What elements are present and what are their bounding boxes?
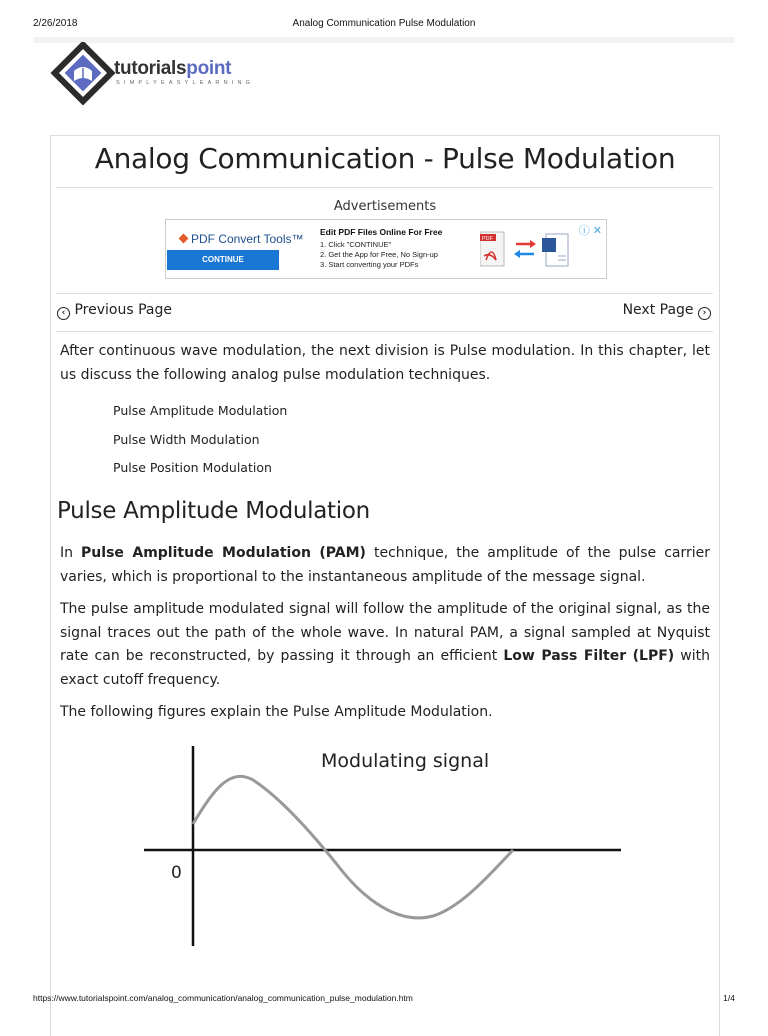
ad-step: 1. Click "CONTINUE" <box>320 240 392 249</box>
ad-brand: PDF Convert Tools™ <box>180 232 303 246</box>
print-url: https://www.tutorialspoint.com/analog_communication/analog_communication_pulse_modulation.htm <box>33 993 413 1003</box>
intro-paragraph: After continuous wave modulation, the next division is Pulse modulation. In this chapter, let us discuss the following analog pulse modulation techniques. <box>60 343 710 383</box>
pam-detail-paragraph: The pulse amplitude modulated signal will follow the amplitude of the original signal, as the signal traces out the path of the whole wave. In natural PAM, a signal sampled at Nyquist rate can be reconstructed, by passing it through an efficient Low Pass Filter (LPF) with exact cutoff frequency. <box>60 601 710 688</box>
ads-label: Advertisements <box>333 199 437 214</box>
origin-label: 0 <box>171 863 182 883</box>
ad-step: 3. Start converting your PDFs <box>320 260 419 269</box>
pdf-label: PDF <box>482 236 493 242</box>
ad-continue-button[interactable]: CONTINUE <box>167 250 279 270</box>
logo-text[interactable]: tutorialspoint <box>114 58 232 79</box>
ad-headline: Edit PDF Files Online For Free <box>320 227 443 237</box>
ad-step: 2. Get the App for Free, No Sign-up <box>320 250 438 259</box>
figure-title: Modulating signal <box>321 750 490 772</box>
divider <box>56 293 713 294</box>
previous-page-link[interactable]: ‹ Previous Page <box>57 302 172 319</box>
main-content <box>50 135 720 1036</box>
pdf-to-word-icon <box>480 230 580 270</box>
divider <box>56 331 713 332</box>
section-heading: Pulse Amplitude Modulation <box>57 498 370 524</box>
technique-item: Pulse Width Modulation <box>113 432 260 447</box>
logo-tagline: SIMPLYEASYLEARNING <box>116 80 255 86</box>
print-title: Analog Communication Pulse Modulation <box>292 18 476 29</box>
ad-close-icon[interactable]: ⓘ ✕ <box>578 225 602 237</box>
ad-banner[interactable] <box>165 219 607 279</box>
diamond-icon <box>179 234 189 244</box>
modulating-signal-curve <box>193 776 513 918</box>
divider <box>56 187 713 188</box>
pam-paragraph: In Pulse Amplitude Modulation (PAM) technique, the amplitude of the pulse carrier varies, which is proportional to the instantaneous amplitude of the message signal. <box>60 545 711 585</box>
print-date: 2/26/2018 <box>33 18 78 29</box>
technique-item: Pulse Position Modulation <box>113 460 272 475</box>
page-title: Analog Communication - Pulse Modulation <box>94 142 676 175</box>
arrow-left-circle-icon: ‹ <box>57 307 70 320</box>
figures-intro-paragraph: The following figures explain the Pulse Amplitude Modulation. <box>60 704 493 720</box>
next-page-link[interactable]: Next Page › <box>623 302 711 319</box>
modulating-signal-figure <box>141 744 641 954</box>
arrow-right-circle-icon: › <box>698 307 711 320</box>
technique-item: Pulse Amplitude Modulation <box>113 403 288 418</box>
print-page-number: 1/4 <box>723 993 735 1003</box>
